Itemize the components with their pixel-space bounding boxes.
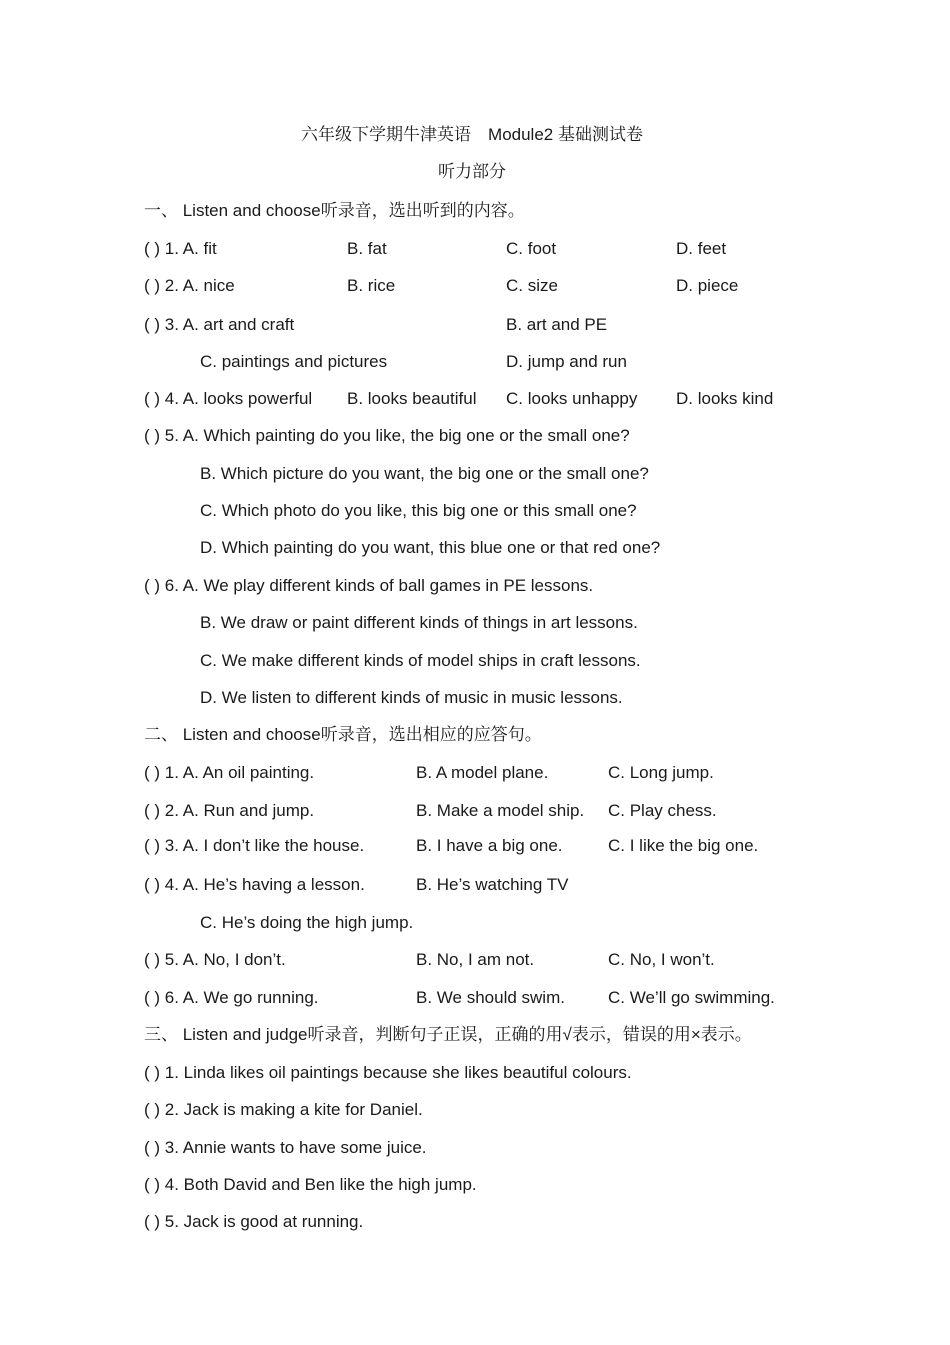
question-option-a: ( ) 4. A. looks powerful — [144, 389, 313, 408]
question-option-d: D. feet — [676, 239, 727, 258]
question-option-d: D. jump and run — [506, 352, 627, 371]
judge-item: ( ) 2. Jack is making a kite for Daniel. — [144, 1100, 423, 1119]
question-option-b: B. looks beautiful — [347, 389, 477, 408]
question-option-a: ( ) 4. A. He’s having a lesson. — [144, 875, 365, 894]
question-option-b: B. He’s watching TV — [416, 875, 569, 894]
question-option-b: B. Make a model ship. — [416, 801, 585, 820]
question-option-c: C. I like the big one. — [608, 836, 759, 855]
judge-item: ( ) 4. Both David and Ben like the high jump. — [144, 1175, 477, 1194]
question-option-c: C. foot — [506, 239, 557, 258]
question-option-c: C. size — [506, 276, 558, 295]
page-title: 六年级下学期牛津英语 Module2 基础测试卷 — [301, 125, 643, 144]
judge-item: ( ) 5. Jack is good at running. — [144, 1212, 364, 1231]
section-2-heading: 二、 Listen and choose听录音，选出相应的应答句。 — [144, 725, 542, 744]
question-option-b: B. art and PE — [506, 315, 608, 334]
question-option-a: ( ) 2. A. nice — [144, 276, 235, 295]
question-option-b: B. I have a big one. — [416, 836, 563, 855]
question-option-a: ( ) 1. A. An oil painting. — [144, 763, 315, 782]
question-option-c: C. looks unhappy — [506, 389, 638, 408]
section-1-heading: 一、 Listen and choose听录音，选出听到的内容。 — [144, 201, 525, 220]
question-option-a: ( ) 6. A. We go running. — [144, 988, 319, 1007]
question-option-b: B. rice — [347, 276, 396, 295]
question-option-b: B. Which picture do you want, the big one or the small one? — [200, 464, 649, 483]
page-subtitle: 听力部分 — [438, 162, 506, 181]
question-option-a: ( ) 3. A. art and craft — [144, 315, 295, 334]
question-option-c: C. Long jump. — [608, 763, 714, 782]
question-option-c: C. No, I won’t. — [608, 950, 715, 969]
question-option-a: ( ) 5. A. Which painting do you like, the big one or the small one? — [144, 426, 630, 445]
question-option-c: C. Which photo do you like, this big one or this small one? — [200, 501, 637, 520]
question-option-a: ( ) 6. A. We play different kinds of ball games in PE lessons. — [144, 576, 594, 595]
question-option-b: B. No, I am not. — [416, 950, 535, 969]
question-option-c: C. We’ll go swimming. — [608, 988, 775, 1007]
question-option-a: ( ) 3. A. I don’t like the house. — [144, 836, 365, 855]
section-3-heading: 三、 Listen and judge听录音，判断句子正误，正确的用√表示，错误的用×表示。 — [144, 1025, 752, 1044]
judge-item: ( ) 1. Linda likes oil paintings because she likes beautiful colours. — [144, 1063, 632, 1082]
question-option-d: D. piece — [676, 276, 739, 295]
question-option-d: D. We listen to different kinds of music in music lessons. — [200, 688, 623, 707]
question-option-a: ( ) 5. A. No, I don’t. — [144, 950, 286, 969]
question-option-a: ( ) 2. A. Run and jump. — [144, 801, 315, 820]
question-option-b: B. We should swim. — [416, 988, 565, 1007]
question-option-d: D. looks kind — [676, 389, 774, 408]
question-option-c: C. Play chess. — [608, 801, 717, 820]
question-option-a: ( ) 1. A. fit — [144, 239, 217, 258]
question-option-b: B. A model plane. — [416, 763, 549, 782]
question-option-b: B. We draw or paint different kinds of things in art lessons. — [200, 613, 638, 632]
question-option-d: D. Which painting do you want, this blue one or that red one? — [200, 538, 661, 557]
judge-item: ( ) 3. Annie wants to have some juice. — [144, 1138, 427, 1157]
question-option-c: C. paintings and pictures — [200, 352, 388, 371]
question-option-c: C. He’s doing the high jump. — [200, 913, 414, 932]
question-option-c: C. We make different kinds of model ships in craft lessons. — [200, 651, 641, 670]
question-option-b: B. fat — [347, 239, 387, 258]
